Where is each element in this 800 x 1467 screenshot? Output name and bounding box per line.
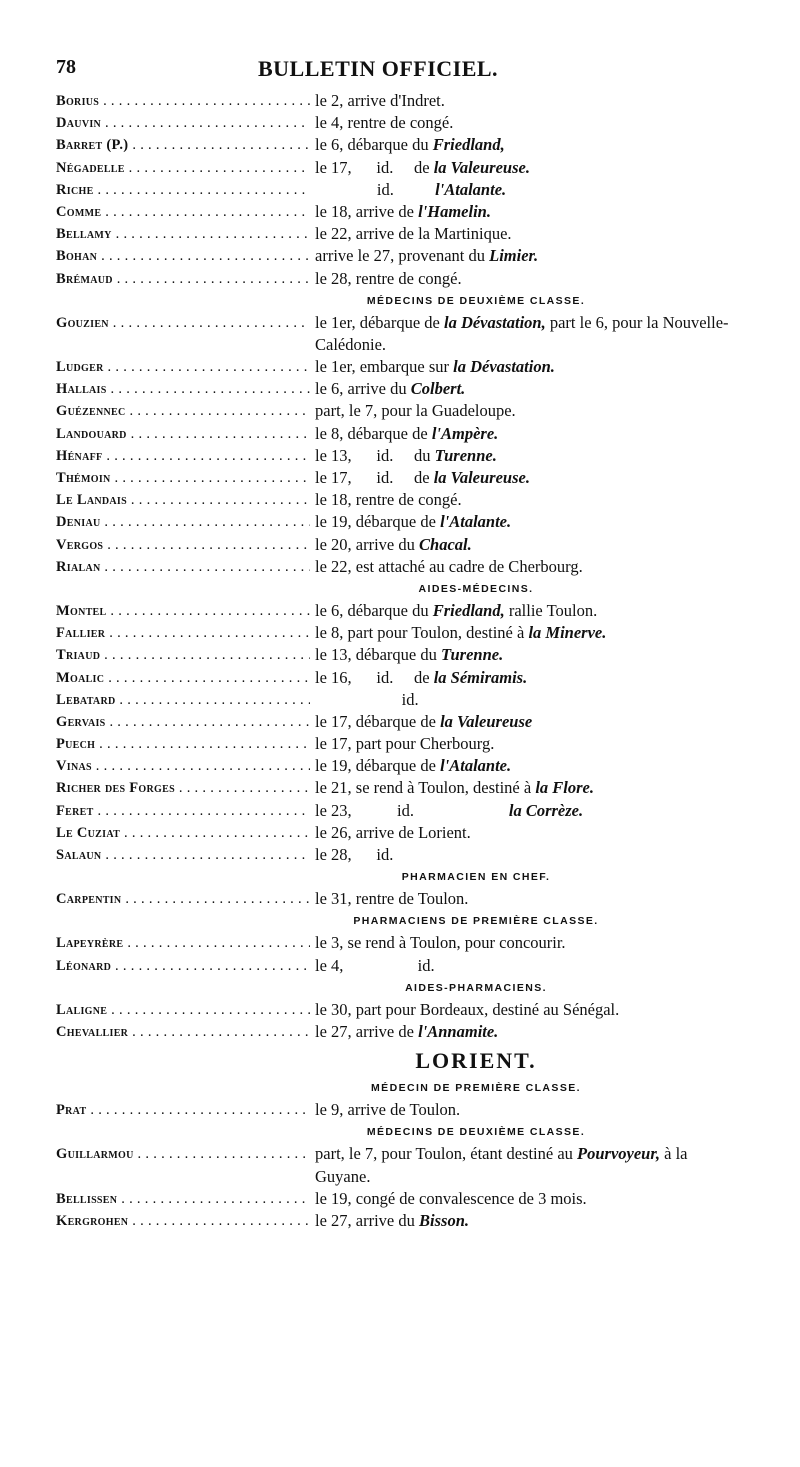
officer-name: Thémoin . . . bbox=[56, 467, 310, 489]
movement-description bbox=[315, 1143, 747, 1187]
page-header bbox=[56, 54, 746, 90]
entry-row bbox=[56, 1143, 746, 1187]
ship-name: la Dévastation. bbox=[453, 357, 555, 377]
movement-description bbox=[315, 268, 747, 290]
movement-description bbox=[315, 378, 747, 400]
entry-row bbox=[56, 423, 746, 445]
officer-name: Fallier . . . bbox=[56, 622, 310, 644]
description-text: arrive le 27, provenant du bbox=[315, 246, 490, 266]
city-heading: LORIENT. bbox=[415, 1048, 537, 1074]
ship-name: l'Atalante. bbox=[435, 179, 507, 199]
officer-name: Borius . . . bbox=[56, 90, 310, 112]
officer-name: Prat . . . bbox=[56, 1099, 310, 1121]
entry-row bbox=[56, 777, 746, 799]
ship-name: l'Atalante. bbox=[440, 756, 512, 776]
ship-name: Colbert. bbox=[410, 379, 466, 399]
entry-row bbox=[56, 223, 746, 245]
entry-row bbox=[56, 134, 746, 156]
entry-row bbox=[56, 600, 746, 622]
description-text: le 9, arrive de Toulon. bbox=[315, 1100, 461, 1120]
ship-name: l'Ampère. bbox=[431, 423, 499, 443]
entry-row bbox=[56, 844, 746, 866]
officer-name: Le Landais . . . bbox=[56, 489, 310, 511]
movement-description bbox=[315, 400, 747, 422]
entry-row bbox=[56, 112, 746, 134]
description-text: le 2, arrive d'Indret. bbox=[315, 91, 445, 110]
entry-row bbox=[56, 888, 746, 910]
movement-description bbox=[315, 600, 747, 622]
description-text: le 27, arrive du bbox=[315, 1210, 420, 1230]
ship-name: Bisson. bbox=[419, 1210, 469, 1230]
officer-name: Négadelle . . . bbox=[56, 157, 310, 179]
officer-name: Laligne . . . bbox=[56, 999, 310, 1021]
running-title: BULLETIN OFFICIEL. bbox=[258, 56, 499, 81]
movement-description bbox=[315, 223, 747, 245]
movement-description bbox=[315, 733, 747, 755]
description-text: le 6, débarque du bbox=[315, 600, 433, 620]
movement-description bbox=[315, 932, 747, 954]
description-text: id. bbox=[315, 689, 419, 709]
movement-description bbox=[315, 1188, 747, 1210]
ship-name: l'Annamite. bbox=[418, 1021, 499, 1041]
movement-description bbox=[315, 711, 747, 733]
movement-description bbox=[315, 822, 747, 844]
entry-row bbox=[56, 556, 746, 578]
description-text: le 6, débarque du bbox=[315, 135, 433, 155]
entry-row bbox=[56, 445, 746, 467]
movement-description bbox=[315, 755, 747, 777]
entry-row bbox=[56, 312, 746, 356]
officer-name: Bellissen . . . bbox=[56, 1188, 310, 1210]
description-text: le 28, id. bbox=[315, 845, 394, 865]
entry-row bbox=[56, 711, 746, 733]
movement-description bbox=[315, 844, 747, 866]
description-text: le 8, part pour Toulon, destiné à bbox=[315, 623, 529, 643]
officer-name: Guillarmou . . . bbox=[56, 1143, 310, 1165]
officer-name: Léonard . . . bbox=[56, 955, 310, 977]
movement-description bbox=[315, 955, 747, 977]
officer-name: Bellamy . . . bbox=[56, 223, 310, 245]
description-text: le 8, débarque de bbox=[315, 423, 432, 443]
movement-list bbox=[56, 90, 746, 1232]
officer-name: Lebatard . . . bbox=[56, 689, 310, 711]
description-text: le 21, se rend à Toulon, destiné à bbox=[315, 778, 536, 798]
movement-description bbox=[315, 644, 747, 666]
description-text: le 20, arrive du bbox=[315, 534, 420, 554]
description-text: le 19, débarque de bbox=[315, 756, 441, 776]
description-text: à la Guyane. bbox=[315, 1144, 692, 1186]
movement-description bbox=[315, 689, 747, 711]
movement-description bbox=[315, 356, 747, 378]
officer-name: Chevallier . . . bbox=[56, 1021, 310, 1043]
description-text: le 31, rentre de Toulon. bbox=[315, 889, 469, 909]
ship-name: Turenne. bbox=[441, 645, 504, 665]
movement-description bbox=[315, 90, 747, 112]
entry-row bbox=[56, 245, 746, 267]
description-text: id. bbox=[315, 179, 436, 199]
section-heading: MÉDECINS DE DEUXIÈME CLASSE. bbox=[366, 1126, 586, 1139]
movement-description bbox=[315, 511, 747, 533]
officer-name: Kergrohen . . . bbox=[56, 1210, 310, 1232]
entry-row bbox=[56, 356, 746, 378]
officer-name: Dauvin . . . bbox=[56, 112, 310, 134]
officer-name: Comme . . . bbox=[56, 201, 310, 223]
officer-name: Puech . . . bbox=[56, 733, 310, 755]
entry-row bbox=[56, 932, 746, 954]
entry-row bbox=[56, 511, 746, 533]
entry-row bbox=[56, 822, 746, 844]
description-text: le 28, rentre de congé. bbox=[315, 268, 462, 288]
entry-row bbox=[56, 955, 746, 977]
section-heading: MÉDECINS DE DEUXIÈME CLASSE. bbox=[366, 294, 586, 307]
movement-description bbox=[315, 445, 747, 467]
document-page bbox=[56, 54, 746, 1232]
description-text: le 17, part pour Cherbourg. bbox=[315, 734, 495, 754]
description-text: le 23, id. bbox=[315, 800, 509, 820]
description-text: le 17, id. de bbox=[315, 157, 434, 177]
description-text: le 22, est attaché au cadre de Cherbourg. bbox=[315, 556, 583, 576]
entry-row bbox=[56, 1188, 746, 1210]
movement-description bbox=[315, 1021, 747, 1043]
officer-name: Gervais . . . bbox=[56, 711, 310, 733]
description-text: le 16, id. de bbox=[315, 667, 434, 687]
description-text: le 17, débarque de bbox=[315, 711, 441, 731]
ship-name: la Flore. bbox=[535, 778, 594, 798]
movement-description bbox=[315, 201, 747, 223]
officer-name: Gouzien . . . bbox=[56, 312, 310, 334]
description-text: le 27, arrive de bbox=[315, 1021, 419, 1041]
entry-row bbox=[56, 201, 746, 223]
officer-name: Moalic . . . bbox=[56, 667, 310, 689]
officer-name: Montel . . . bbox=[56, 600, 310, 622]
description-text: le 26, arrive de Lorient. bbox=[315, 822, 471, 842]
entry-row bbox=[56, 378, 746, 400]
entry-row bbox=[56, 999, 746, 1021]
ship-name: Turenne. bbox=[434, 445, 497, 465]
entry-row bbox=[56, 179, 746, 201]
ship-name: Friedland, bbox=[432, 600, 505, 620]
officer-name: Feret . . . bbox=[56, 800, 310, 822]
section-heading: PHARMACIEN EN CHEF. bbox=[401, 871, 551, 884]
description-text: le 30, part pour Bordeaux, destiné au Sénégal. bbox=[315, 999, 620, 1019]
officer-name: Triaud . . . bbox=[56, 644, 310, 666]
movement-description bbox=[315, 1099, 747, 1121]
officer-name: Le Cuziat . . . bbox=[56, 822, 310, 844]
description-text: rallie Toulon. bbox=[504, 600, 598, 620]
movement-description bbox=[315, 800, 747, 822]
ship-name: la Valeureuse. bbox=[433, 157, 530, 177]
ship-name: Chacal. bbox=[419, 534, 472, 554]
entry-row bbox=[56, 644, 746, 666]
entry-row bbox=[56, 755, 746, 777]
ship-name: la Dévastation, bbox=[443, 312, 546, 332]
entry-row bbox=[56, 534, 746, 556]
entry-row bbox=[56, 90, 746, 112]
movement-description bbox=[315, 134, 747, 156]
section-heading: MÉDECIN DE PREMIÈRE CLASSE. bbox=[371, 1082, 581, 1095]
officer-name: Guézennec . . . bbox=[56, 400, 310, 422]
movement-description bbox=[315, 667, 747, 689]
page-number: 78 bbox=[56, 56, 76, 78]
entry-row bbox=[56, 400, 746, 422]
description-text: part, le 7, pour la Guadeloupe. bbox=[315, 401, 516, 421]
officer-name: Rialan . . . bbox=[56, 556, 310, 578]
officer-name: Salaun . . . bbox=[56, 844, 310, 866]
movement-description bbox=[315, 556, 747, 578]
ship-name: l'Atalante. bbox=[440, 512, 512, 532]
entry-row bbox=[56, 733, 746, 755]
officer-name: Ludger . . . bbox=[56, 356, 310, 378]
entry-row bbox=[56, 489, 746, 511]
movement-description bbox=[315, 423, 747, 445]
officer-name: Hallais . . . bbox=[56, 378, 310, 400]
officer-name: Carpentin . . . bbox=[56, 888, 310, 910]
ship-name: la Valeureuse. bbox=[433, 468, 530, 488]
ship-name: la Minerve. bbox=[528, 623, 607, 643]
entry-row bbox=[56, 667, 746, 689]
entry-row bbox=[56, 268, 746, 290]
ship-name: Limier. bbox=[489, 246, 539, 266]
officer-name: Riche . . . bbox=[56, 179, 310, 201]
movement-description bbox=[315, 245, 747, 267]
entry-row bbox=[56, 1099, 746, 1121]
officer-name: Landouard . . . bbox=[56, 423, 310, 445]
entry-row bbox=[56, 157, 746, 179]
officer-name: Barret (P.) . . . bbox=[56, 134, 310, 156]
description-text: le 18, arrive de bbox=[315, 201, 419, 221]
description-text: le 4, id. bbox=[315, 955, 435, 975]
movement-description bbox=[315, 179, 747, 201]
description-text: le 19, débarque de bbox=[315, 512, 441, 532]
officer-name: Bohan . . . bbox=[56, 245, 310, 267]
ship-name: la Sémiramis. bbox=[433, 667, 528, 687]
officer-name: Vergos . . . bbox=[56, 534, 310, 556]
movement-description bbox=[315, 622, 747, 644]
entry-row bbox=[56, 689, 746, 711]
entry-row bbox=[56, 1021, 746, 1043]
description-text: part, le 7, pour Toulon, étant destiné au bbox=[315, 1144, 578, 1164]
ship-name: la Corrèze. bbox=[508, 800, 584, 820]
movement-description bbox=[315, 489, 747, 511]
section-heading: PHARMACIENS DE PREMIÈRE CLASSE. bbox=[353, 915, 599, 928]
movement-description bbox=[315, 534, 747, 556]
description-text: le 4, rentre de congé. bbox=[315, 113, 454, 133]
description-text: part le 6, pour la Nouvelle-Calédonie. bbox=[315, 312, 729, 354]
movement-description bbox=[315, 999, 747, 1021]
officer-name: Vinas . . . bbox=[56, 755, 310, 777]
section-heading: AIDES-MÉDECINS. bbox=[418, 582, 534, 595]
description-text: le 1er, embarque sur bbox=[315, 357, 454, 377]
entry-row bbox=[56, 1210, 746, 1232]
entry-row bbox=[56, 622, 746, 644]
movement-description bbox=[315, 467, 747, 489]
ship-name: Pourvoyeur, bbox=[577, 1144, 660, 1164]
description-text: le 17, id. de bbox=[315, 468, 434, 488]
ship-name: Friedland, bbox=[432, 135, 505, 155]
officer-name: Lapeyrère . . . bbox=[56, 932, 310, 954]
officer-name: Deniau . . . bbox=[56, 511, 310, 533]
ship-name: l'Hamelin. bbox=[418, 201, 491, 221]
movement-description bbox=[315, 157, 747, 179]
description-text: le 1er, débarque de bbox=[315, 312, 444, 332]
section-heading: AIDES-PHARMACIENS. bbox=[405, 981, 547, 994]
movement-description bbox=[315, 1210, 747, 1232]
officer-name: Brémaud . . . bbox=[56, 268, 310, 290]
movement-description bbox=[315, 112, 747, 134]
description-text: le 13, id. du bbox=[315, 445, 435, 465]
ship-name: la Valeureuse bbox=[440, 711, 533, 731]
description-text: le 18, rentre de congé. bbox=[315, 490, 462, 510]
description-text: le 13, débarque du bbox=[315, 645, 441, 665]
description-text: le 3, se rend à Toulon, pour concourir. bbox=[315, 933, 566, 953]
description-text: le 6, arrive du bbox=[315, 379, 411, 399]
description-text: le 19, congé de convalescence de 3 mois. bbox=[315, 1188, 587, 1208]
description-text: le 22, arrive de la Martinique. bbox=[315, 224, 512, 244]
entry-row bbox=[56, 800, 746, 822]
movement-description bbox=[315, 312, 747, 356]
officer-name: Hénaff . . . bbox=[56, 445, 310, 467]
officer-name: Richer des Forges . . . bbox=[56, 777, 310, 799]
entry-row bbox=[56, 467, 746, 489]
movement-description bbox=[315, 888, 747, 910]
movement-description bbox=[315, 777, 747, 799]
